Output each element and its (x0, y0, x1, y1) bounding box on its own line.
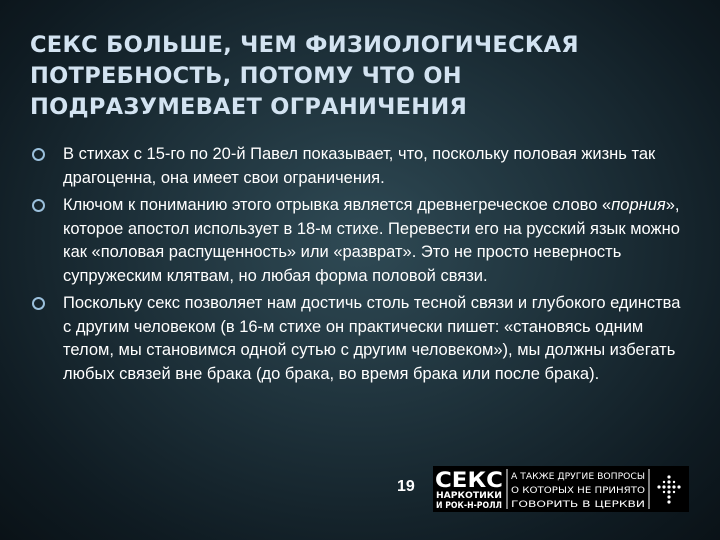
bullet-text-part: », которое апостол использует в 18-м стихе. Перевести его на русский язык можно как «половая распущенность» или «разврат». Это не просто неверность супружеским клятвам, но любая форма половой связи. (63, 196, 680, 285)
bullet-text-part: Ключом к пониманию этого отрывка является древнегреческое слово « (63, 196, 612, 214)
logo-sub-line: И РОК-Н-РОЛЛ (436, 501, 502, 511)
bullet-item (30, 292, 690, 386)
bullet-list (30, 143, 690, 390)
slide-title (30, 30, 700, 123)
title-line: ПОДРАЗУМЕВАЕТ ОГРАНИЧЕНИЯ (30, 94, 468, 120)
ring-bullet-icon (32, 297, 45, 310)
logo-sub-line: НАРКОТИКИ (436, 491, 502, 501)
series-logo (433, 466, 689, 512)
bullet-item (30, 194, 690, 288)
title-line: ПОТРЕБНОСТЬ, ПОТОМУ ЧТО ОН (30, 63, 462, 89)
logo-big-word: СЕКС (435, 468, 503, 492)
logo-tagline: ГОВОРИТЬ В ЦЕРКВИ (511, 500, 645, 510)
page-number: 19 (397, 478, 415, 495)
title-line: СЕКС БОЛЬШЕ, ЧЕМ ФИЗИОЛОГИЧЕСКАЯ (30, 32, 579, 58)
bullet-item (30, 143, 690, 190)
ring-bullet-icon (32, 148, 45, 161)
logo-tagline: О КОТОРЫХ НЕ ПРИНЯТО (511, 486, 646, 496)
logo-tagline: А ТАКЖЕ ДРУГИЕ ВОПРОСЫ (511, 472, 645, 482)
ring-bullet-icon (32, 199, 45, 212)
bullet-text: Поскольку секс позволяет нам достичь столь тесной связи и глубокого единства с другим человеком (в 16-м стихе он практически пишет: «становясь одним телом, мы становимся одной сутью с другим человеком»), мы должны избегать любых связей вне брака (до брака, во время брака или после брака). (63, 294, 681, 383)
bullet-text (63, 196, 680, 285)
bullet-text: В стихах с 15-го по 20-й Павел показывает, что, поскольку половая жизнь так драгоценна, она имеет свои ограничения. (63, 145, 656, 187)
italic-term: порния (611, 196, 666, 214)
